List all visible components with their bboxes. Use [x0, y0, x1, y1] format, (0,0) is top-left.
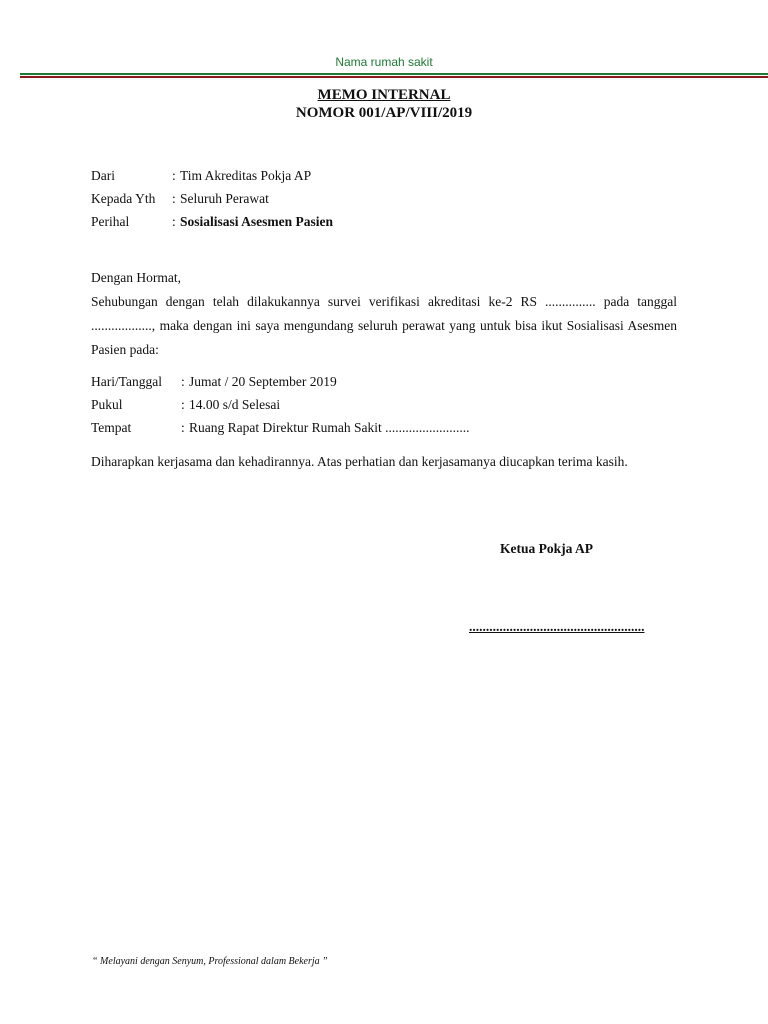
closing-paragraph: Diharapkan kerjasama dan kehadirannya. Atas perhatian dan kerjasamanya diucapkan terima kasih.: [91, 454, 628, 469]
memo-number: NOMOR 001/AP/VIII/2019: [295, 105, 473, 121]
signature-title: Ketua Pokja AP: [500, 541, 593, 556]
memo-info-label: Perihal: [91, 213, 130, 229]
memo-info-row: [91, 210, 333, 233]
event-detail-sep: :: [181, 373, 185, 389]
event-detail-row: [91, 370, 469, 393]
memo-info-row: [91, 187, 333, 210]
header-hospital-name: Nama rumah sakit: [335, 55, 433, 69]
memo-info-label: Kepada Yth: [91, 190, 156, 206]
memo-info-sep: :: [172, 167, 176, 183]
memo-info-value: Seluruh Perawat: [180, 190, 269, 206]
signature-name-line: ....................................................: [469, 619, 645, 634]
memo-subject-value: Sosialisasi Asesmen Pasien: [180, 213, 334, 229]
event-detail-sep: :: [181, 419, 185, 435]
intro-paragraph: Sehubungan dengan telah dilakukannya survei verifikasi akreditasi ke-2 RS ............... pada tanggal .................., maka dengan ini saya mengundang seluruh perawat yang untuk bisa ikut Sosialisasi Asesmen Pasien pada:: [91, 294, 677, 357]
event-detail-value: Jumat / 20 September 2019: [189, 373, 337, 389]
event-detail-value: 14.00 s/d Selesai: [189, 396, 281, 412]
memo-info-value: Tim Akreditas Pokja AP: [180, 167, 312, 183]
memo-title: [0, 86, 768, 122]
event-detail-label: Hari/Tanggal: [91, 373, 163, 389]
header-rule-green: [20, 73, 768, 75]
header-rule-red: [20, 76, 768, 78]
memo-info-sep: :: [172, 190, 176, 206]
event-details-table: [91, 370, 469, 439]
event-detail-value: Ruang Rapat Direktur Rumah Sakit .........................: [189, 419, 470, 435]
footer-motto: “ Melayani dengan Senyum, Professional dalam Bekerja ”: [92, 956, 328, 967]
event-detail-sep: :: [181, 396, 185, 412]
memo-info-sep: :: [172, 213, 176, 229]
event-detail-row: [91, 393, 469, 416]
event-detail-label: Tempat: [91, 419, 132, 435]
memo-info-table: [91, 164, 333, 233]
memo-info-label: Dari: [91, 167, 115, 183]
memo-info-row: [91, 164, 333, 187]
event-detail-row: [91, 416, 469, 439]
memo-title-line1: MEMO INTERNAL: [317, 87, 451, 103]
event-detail-label: Pukul: [91, 396, 123, 412]
salutation: Dengan Hormat,: [91, 270, 181, 285]
